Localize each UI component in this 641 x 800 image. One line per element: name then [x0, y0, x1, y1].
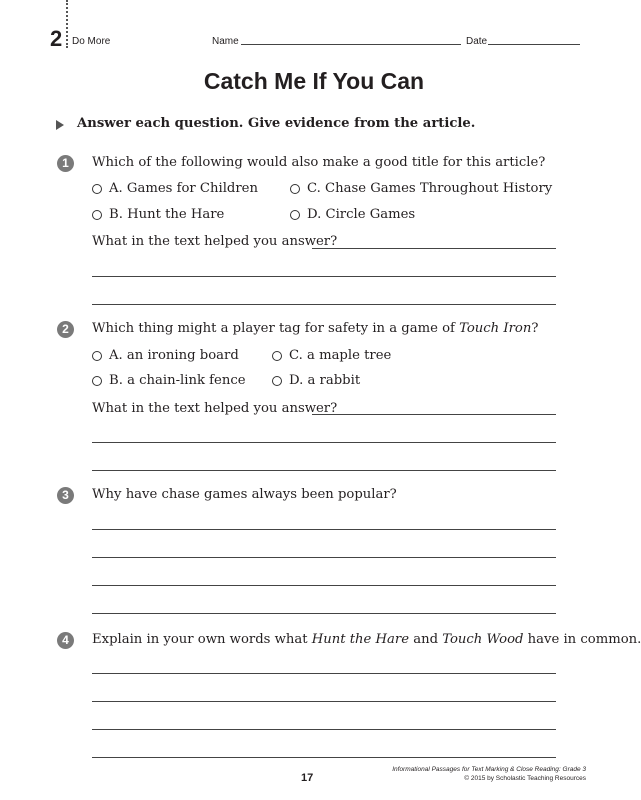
evidence-prompt: What in the text helped you answer? — [92, 401, 338, 416]
answer-line[interactable] — [92, 529, 556, 530]
question-text-italic: Touch Iron — [459, 321, 532, 336]
option-text: a maple tree — [307, 348, 392, 363]
option-text: Circle Games — [325, 207, 416, 222]
answer-line[interactable] — [92, 470, 556, 471]
option-text: a rabbit — [307, 373, 361, 388]
radio-icon[interactable] — [92, 351, 102, 361]
radio-icon[interactable] — [290, 184, 300, 194]
question-2-option-a[interactable] — [92, 348, 239, 363]
answer-line[interactable] — [92, 729, 556, 730]
date-field[interactable] — [488, 44, 580, 45]
question-number-badge: 1 — [57, 155, 74, 172]
question-1-option-d[interactable] — [290, 207, 415, 222]
question-1-option-b[interactable] — [92, 207, 224, 222]
radio-icon[interactable] — [272, 351, 282, 361]
option-text: an ironing board — [126, 348, 239, 363]
radio-icon[interactable] — [290, 210, 300, 220]
option-text: a chain-link fence — [127, 373, 246, 388]
radio-icon[interactable] — [92, 376, 102, 386]
option-letter: D. — [307, 207, 322, 222]
question-2-option-b[interactable] — [92, 373, 246, 388]
answer-line[interactable] — [92, 613, 556, 614]
footer-book-title: Informational Passages for Text Marking & Close Reading: Grade 3 — [392, 766, 586, 773]
radio-icon[interactable] — [92, 184, 102, 194]
date-label: Date — [466, 36, 488, 47]
question-text-part: and — [409, 632, 443, 647]
answer-line[interactable] — [92, 757, 556, 758]
question-3-text: Why have chase games always been popular? — [92, 487, 397, 502]
option-text: Games for Children — [126, 181, 258, 196]
instructions: Answer each question. Give evidence from the article. — [77, 116, 476, 131]
answer-line[interactable] — [92, 673, 556, 674]
answer-line[interactable] — [312, 414, 556, 415]
question-1-option-c[interactable] — [290, 181, 552, 196]
footer-copyright: © 2015 by Scholastic Teaching Resources — [464, 775, 586, 782]
name-label: Name — [212, 36, 239, 47]
option-text: Hunt the Hare — [127, 207, 225, 222]
question-1-text: Which of the following would also make a good title for this article? — [92, 155, 546, 170]
option-letter: B. — [109, 207, 123, 222]
answer-line[interactable] — [92, 701, 556, 702]
question-number-badge: 2 — [57, 321, 74, 338]
radio-icon[interactable] — [272, 376, 282, 386]
name-field[interactable] — [241, 44, 461, 45]
question-1-option-a[interactable] — [92, 181, 258, 196]
question-2-text — [92, 321, 538, 336]
option-letter: A. — [109, 348, 123, 363]
section-number: 2 — [50, 26, 63, 51]
evidence-prompt: What in the text helped you answer? — [92, 234, 338, 249]
question-text-part: Which thing might a player tag for safety in a game of — [92, 321, 460, 336]
answer-line[interactable] — [312, 248, 556, 249]
question-2-option-d[interactable] — [272, 373, 360, 388]
option-letter: D. — [289, 373, 304, 388]
option-letter: B. — [109, 373, 123, 388]
question-2-option-c[interactable] — [272, 348, 391, 363]
option-letter: C. — [289, 348, 303, 363]
radio-icon[interactable] — [92, 210, 102, 220]
answer-line[interactable] — [92, 442, 556, 443]
answer-line[interactable] — [92, 557, 556, 558]
question-4-text — [92, 632, 641, 647]
option-text: Chase Games Throughout History — [325, 181, 553, 196]
question-number-badge: 3 — [57, 487, 74, 504]
instruction-arrow-icon — [56, 120, 64, 130]
answer-line[interactable] — [92, 585, 556, 586]
option-letter: C. — [307, 181, 321, 196]
option-letter: A. — [109, 181, 123, 196]
question-text-part: have in common. — [523, 632, 641, 647]
header-divider — [66, 0, 68, 48]
question-text-italic: Hunt the Hare — [311, 632, 410, 647]
answer-line[interactable] — [92, 304, 556, 305]
section-label: Do More — [72, 36, 111, 47]
page-title: Catch Me If You Can — [203, 68, 425, 94]
question-text-italic: Touch Wood — [442, 632, 524, 647]
page-number: 17 — [301, 772, 314, 784]
question-number-badge: 4 — [57, 632, 74, 649]
question-text-part: ? — [531, 321, 539, 336]
question-text-part: Explain in your own words what — [92, 632, 312, 647]
answer-line[interactable] — [92, 276, 556, 277]
